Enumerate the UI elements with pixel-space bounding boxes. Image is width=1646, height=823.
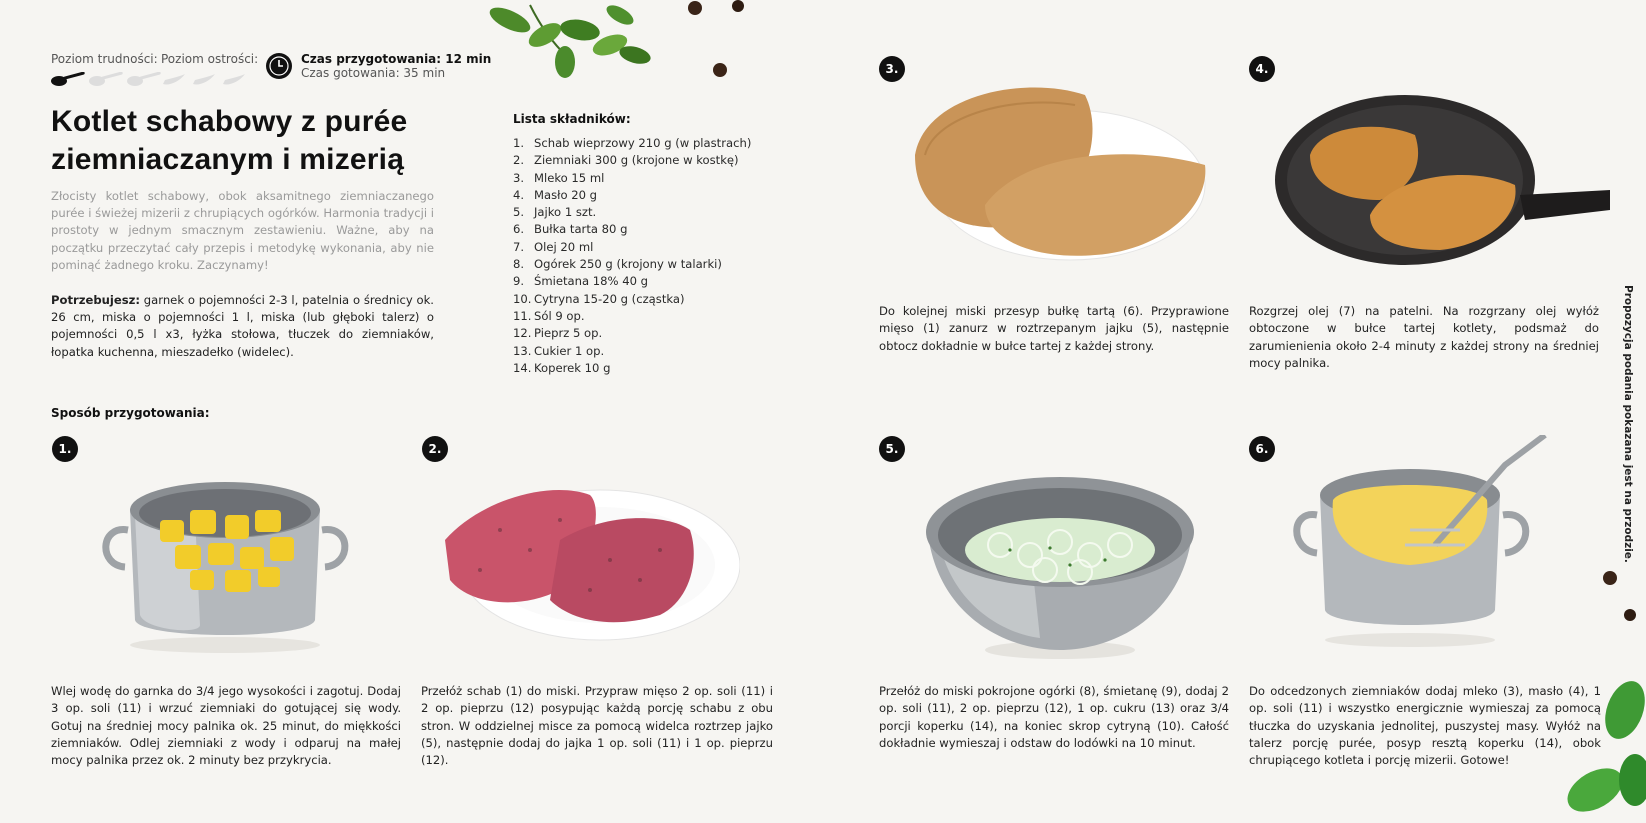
recipe-title — [51, 103, 407, 179]
step-number: 3. — [879, 56, 905, 82]
ingredient-item: 5. Jajko 1 szt. — [513, 205, 597, 220]
ingredient-item: 6. Bułka tarta 80 g — [513, 222, 628, 237]
needs-label: Potrzebujesz: — [51, 293, 141, 307]
ingredient-item: 13. Cukier 1 op. — [513, 343, 605, 358]
raw-pork-image — [440, 470, 740, 650]
time-block — [265, 52, 491, 80]
step-5-text: Przełóż do miski pokrojone ogórki (8), śmietanę (9), dodaj 2 op. soli (11), 2 op. pieprzu (12), 1 op. cukru (13) oraz 3/4 porcji koperku (14), na koniec skrop cytryną (10). Całość dokładnie wymieszaj i odstaw do lodówki na 10 minut. — [879, 684, 1229, 750]
needs-paragraph — [51, 292, 434, 361]
herb-decoration — [470, 0, 770, 100]
ingredient-item: 8. Ogórek 250 g (krojony w talarki) — [513, 257, 722, 272]
step-1-text: Wlej wodę do garnka do 3/4 jego wysokości i zagotuj. Dodaj 3 op. soli (11) i wrzuć ziemniaki do gotującej się wody. Gotuj na średniej mocy palnika ok. 25 minut, do miękkości ziemniaków. Odlej ziemniaki z wody i odparuj na małej mocy palnika przez ok. 2 minuty bez przykrycia. — [51, 684, 401, 768]
mashed-potatoes-image — [1285, 435, 1565, 650]
spoon-icon — [89, 72, 123, 86]
peppercorn-decoration — [1590, 560, 1646, 640]
step-number: 1. — [52, 436, 78, 462]
ingredient-item: 11. Sól 9 op. — [513, 308, 585, 323]
frying-pan-image — [1270, 85, 1615, 275]
ingredients-section — [513, 112, 773, 377]
ingredient-item: 7. Olej 20 ml — [513, 239, 594, 254]
ingredient-item: 1. Schab wieprzowy 210 g (w plastrach) — [513, 136, 752, 150]
spiciness-label: Poziom ostrości: — [161, 52, 259, 66]
difficulty-label: Poziom trudności: — [51, 52, 158, 66]
step-3-text: Do kolejnej miski przesyp bułkę tartą (6). Przyprawione mięso (1) zanurz w roztrzepanym jajku (5), następnie obtocz dokładnie w bułce tartej z każdej strony. — [879, 304, 1229, 353]
spoon-icon — [127, 72, 161, 86]
spoon-icon — [51, 72, 85, 86]
prep-time: Czas przygotowania: 12 min — [301, 52, 492, 66]
method-title: Sposób przygotowania: — [51, 406, 210, 420]
ingredient-item: 10. Cytryna 15-20 g (cząstka) — [513, 291, 685, 306]
ingredients-list — [513, 135, 773, 377]
step-6-text: Do odcedzonych ziemniaków dodaj mleko (3), masło (4), 1 op. soli (11) i wszystko energicznie wymieszaj za pomocą tłuczka do uzyskania jednolitej, puszystej masy. Wyłóż na talerz porcję purée, posyp resztą koperku (14), obok chrupiącego kotleta i porcję mizerii. Gotowe! — [1249, 684, 1601, 768]
needs-text: garnek o pojemności 2-3 l, patelnia o średnicy ok. 26 cm, miska o pojemności 1 l, miska (lub głęboki talerz) o pojemności 0,5 l x3, łyżka stołowa, tłuczek do ziemniaków, łopatka kuchenna, mieszadełko (widelec). — [51, 293, 434, 359]
breaded-cutlets-image — [905, 75, 1215, 275]
title-line-2: ziemniaczanym i mizerią — [51, 143, 405, 176]
spiciness-block — [161, 52, 258, 88]
ingredient-item: 12. Pieprz 5 op. — [513, 326, 603, 341]
step-2-text: Przełóż schab (1) do miski. Przypraw mięso 2 op. soli (11) i 2 op. pieprzu (12) posypując każdą porcję schabu z obu stron. W oddzielnej misce za pomocą widelca roztrzep jajko (5), następnie dodaj do jajka 1 op. soli (11) i 1 op. pieprzu (12). — [421, 684, 773, 768]
step-4-text: Rozgrzej olej (7) na patelni. Na rozgrzany olej wyłóż obtoczone w bułce tartej kotlety, podsmaż do zarumienienia około 2-4 minuty z każdej strony na średniej mocy palnika. — [1249, 304, 1599, 370]
intro-text: Złocisty kotlet schabowy, obok aksamitnego ziemniaczanego purée i świeżej mizerii z chrupiących ogórków. Harmonia tradycji i prostoty w jednym smacznym zestawieniu. Ważne, aby na początku przeczytać cały przepis i metodykę wykonania, aby nie pominąć żadnego kroku. Zaczynamy! — [51, 189, 434, 272]
step-number: 5. — [879, 436, 905, 462]
ingredient-item: 14. Koperek 10 g — [513, 360, 611, 375]
step-number: 2. — [422, 436, 448, 462]
ingredient-item: 9. Śmietana 18% 40 g — [513, 274, 649, 289]
ingredients-title: Lista składników: — [513, 112, 631, 126]
chili-icon — [191, 72, 217, 88]
ingredient-item: 3. Mleko 15 ml — [513, 170, 605, 185]
serving-note: Propozycja podania pokazana jest na przodzie. — [1622, 285, 1634, 563]
cook-time: Czas gotowania: 35 min — [301, 66, 446, 80]
ingredient-item: 4. Masło 20 g — [513, 187, 598, 202]
spiciness-peppers — [161, 72, 258, 88]
clock-icon — [265, 52, 293, 80]
step-number: 4. — [1249, 56, 1275, 82]
difficulty-spoons — [51, 72, 161, 86]
ingredient-item: 2. Ziemniaki 300 g (krojone w kostkę) — [513, 153, 739, 168]
difficulty-block — [51, 52, 161, 86]
chili-icon — [161, 72, 187, 88]
cucumber-salad-image — [920, 450, 1200, 665]
chili-icon — [221, 72, 247, 88]
step-number: 6. — [1249, 436, 1275, 462]
title-line-1: Kotlet schabowy z purée — [51, 105, 408, 138]
pot-potatoes-image — [90, 455, 360, 655]
